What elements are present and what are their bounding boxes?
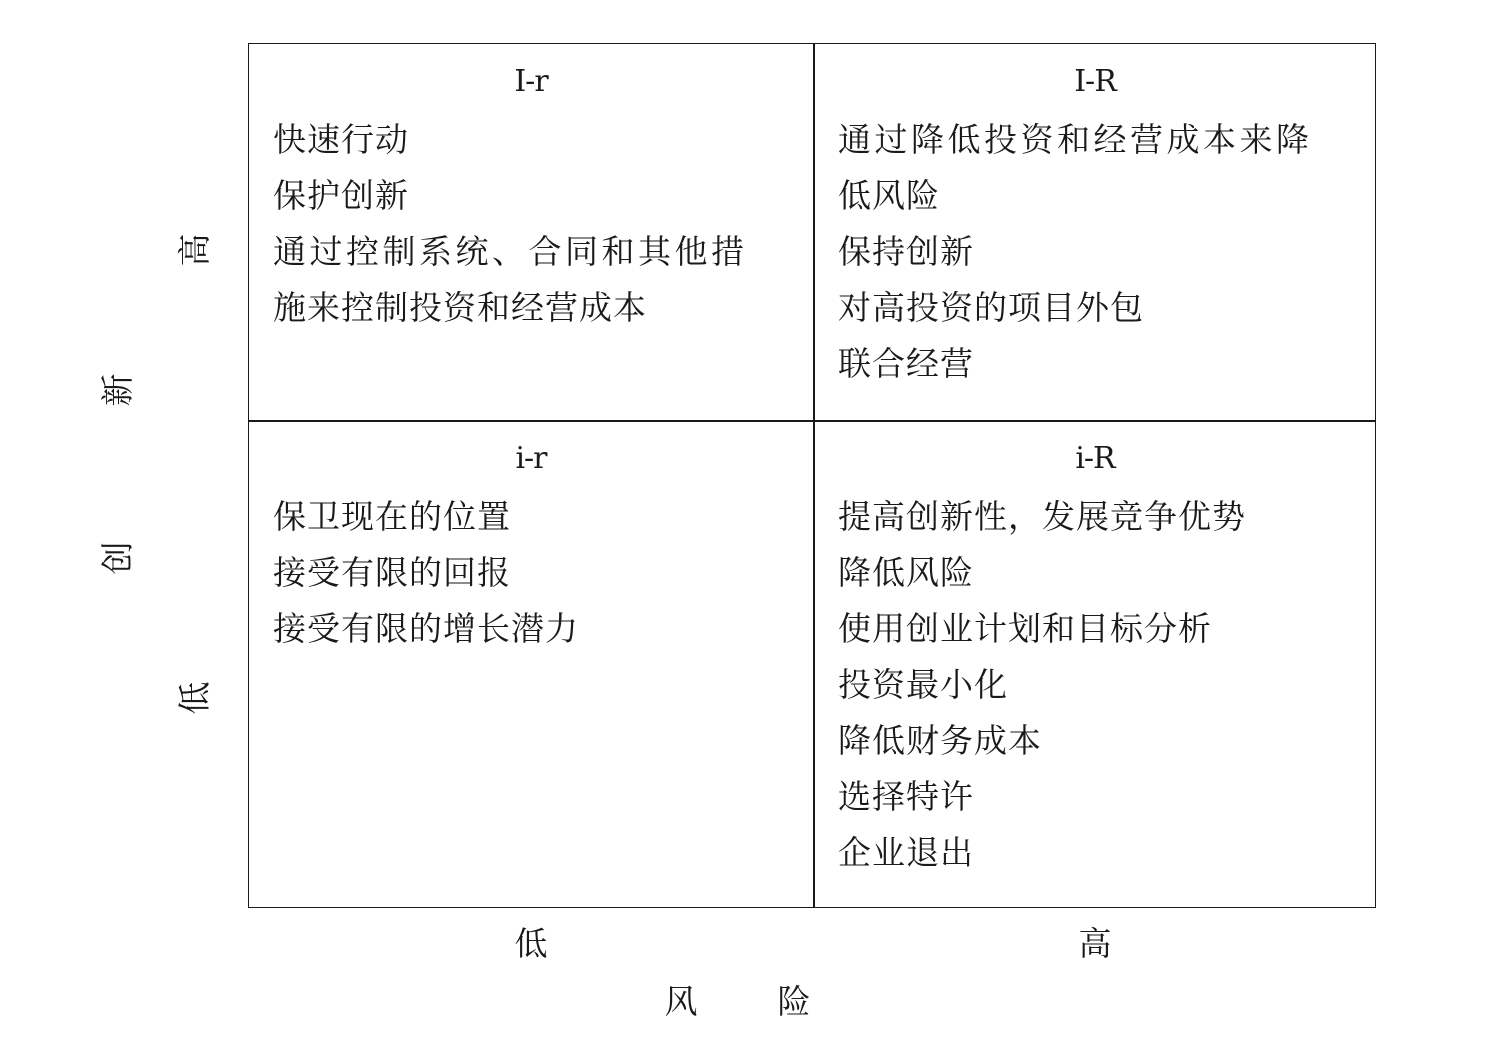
quadrant-label: I-r bbox=[514, 64, 548, 99]
quadrant-label: I-R bbox=[1074, 64, 1116, 99]
y-axis-tick-low: 低 bbox=[175, 681, 214, 715]
strategy-item: 低风险 bbox=[838, 176, 940, 215]
y-axis-title-char-0: 创 bbox=[98, 541, 137, 575]
strategy-item: 使用创业计划和目标分析 bbox=[838, 609, 1212, 648]
y-axis-title-char-1: 新 bbox=[98, 373, 137, 407]
strategy-item: 投资最小化 bbox=[838, 665, 1008, 704]
strategy-item: 联合经营 bbox=[838, 344, 974, 383]
strategy-item: 快速行动 bbox=[273, 120, 409, 159]
strategy-item: 保卫现在的位置 bbox=[273, 497, 511, 536]
strategy-item: 对高投资的项目外包 bbox=[838, 288, 1144, 327]
strategy-item: 通过控制系统、合同和其他措 bbox=[273, 232, 748, 271]
strategy-item: 保持创新 bbox=[838, 232, 974, 271]
strategy-item: 施来控制投资和经营成本 bbox=[273, 288, 647, 327]
strategy-list bbox=[838, 112, 1368, 392]
quadrant-low-innovation-low-risk bbox=[249, 421, 813, 908]
strategy-item: 降低风险 bbox=[838, 553, 974, 592]
quadrant-low-innovation-high-risk bbox=[814, 421, 1376, 908]
strategy-item: 提高创新性，发展竞争优势 bbox=[838, 497, 1246, 536]
strategy-item: 保护创新 bbox=[273, 176, 409, 215]
x-axis-title-char-0: 风 bbox=[664, 982, 698, 1021]
strategy-list bbox=[273, 112, 805, 336]
risk-innovation-matrix bbox=[248, 43, 1376, 908]
strategy-item: 降低财务成本 bbox=[838, 721, 1042, 760]
quadrant-high-innovation-low-risk bbox=[249, 44, 813, 420]
quadrant-label: i-r bbox=[515, 441, 547, 476]
x-axis-title-char-1: 险 bbox=[777, 982, 811, 1021]
strategy-list bbox=[838, 489, 1368, 881]
strategy-item: 通过降低投资和经营成本来降 bbox=[838, 120, 1313, 159]
strategy-item: 选择特许 bbox=[838, 777, 974, 816]
strategy-item: 接受有限的回报 bbox=[273, 553, 511, 592]
y-axis-tick-high: 高 bbox=[175, 233, 214, 267]
x-axis-tick-low: 低 bbox=[514, 924, 548, 963]
strategy-item: 企业退出 bbox=[838, 833, 974, 872]
strategy-item: 接受有限的增长潜力 bbox=[273, 609, 579, 648]
quadrant-label: i-R bbox=[1075, 441, 1115, 476]
quadrant-high-innovation-high-risk bbox=[814, 44, 1376, 420]
strategy-list bbox=[273, 489, 805, 657]
x-axis-tick-high: 高 bbox=[1078, 924, 1112, 963]
